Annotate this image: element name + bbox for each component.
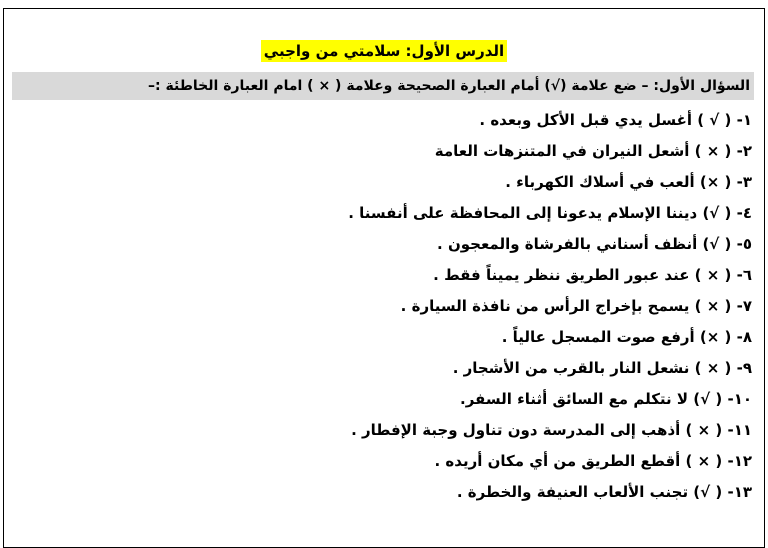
- statement-item: ٩- ( × ) نشعل النار بالقرب من الأشجار .: [452, 359, 752, 377]
- statement-item: ٧- ( × ) يسمح بإخراج الرأس من نافذة السيارة .: [400, 297, 752, 315]
- statement-item: ١٣- ( √) تجنب الألعاب العنيفة والخطرة .: [456, 483, 752, 501]
- statement-item: ١- ( √ ) أغسل يدي قبل الأكل وبعده .: [479, 111, 752, 129]
- statement-item: ٣- ( ×) ألعب في أسلاك الكهرباء .: [505, 173, 752, 191]
- statement-item: ٥- ( √) أنظف أسناني بالفرشاة والمعجون .: [437, 235, 752, 253]
- statement-item: ٢- ( × ) أشعل النيران في المتنزهات العامة: [434, 142, 752, 160]
- title-wrap: [0, 40, 768, 62]
- statement-item: ٨- ( ×) أرفع صوت المسجل عالياً .: [501, 328, 752, 346]
- statement-item: ١١- ( × ) أذهب إلى المدرسة دون تناول وجبة الإفطار .: [351, 421, 752, 439]
- statement-item: ٤- ( √) ديننا الإسلام يدعونا إلى المحافظة على أنفسنا .: [348, 204, 752, 222]
- statement-item: ١٠- ( √) لا نتكلم مع السائق أثناء السفر.: [460, 390, 752, 408]
- statement-item: ١٢- ( × ) أقطع الطريق من أي مكان أريده .: [434, 452, 752, 470]
- question-heading: السؤال الأول: – ضع علامة (√) أمام العبارة الصحيحة وعلامة ( × ) امام العبارة الخاطئة :–: [12, 72, 754, 100]
- lesson-title: الدرس الأول: سلامتي من واجبي: [261, 40, 507, 62]
- statement-item: ٦- ( × ) عند عبور الطريق ننظر يميناً فقط .: [433, 266, 752, 284]
